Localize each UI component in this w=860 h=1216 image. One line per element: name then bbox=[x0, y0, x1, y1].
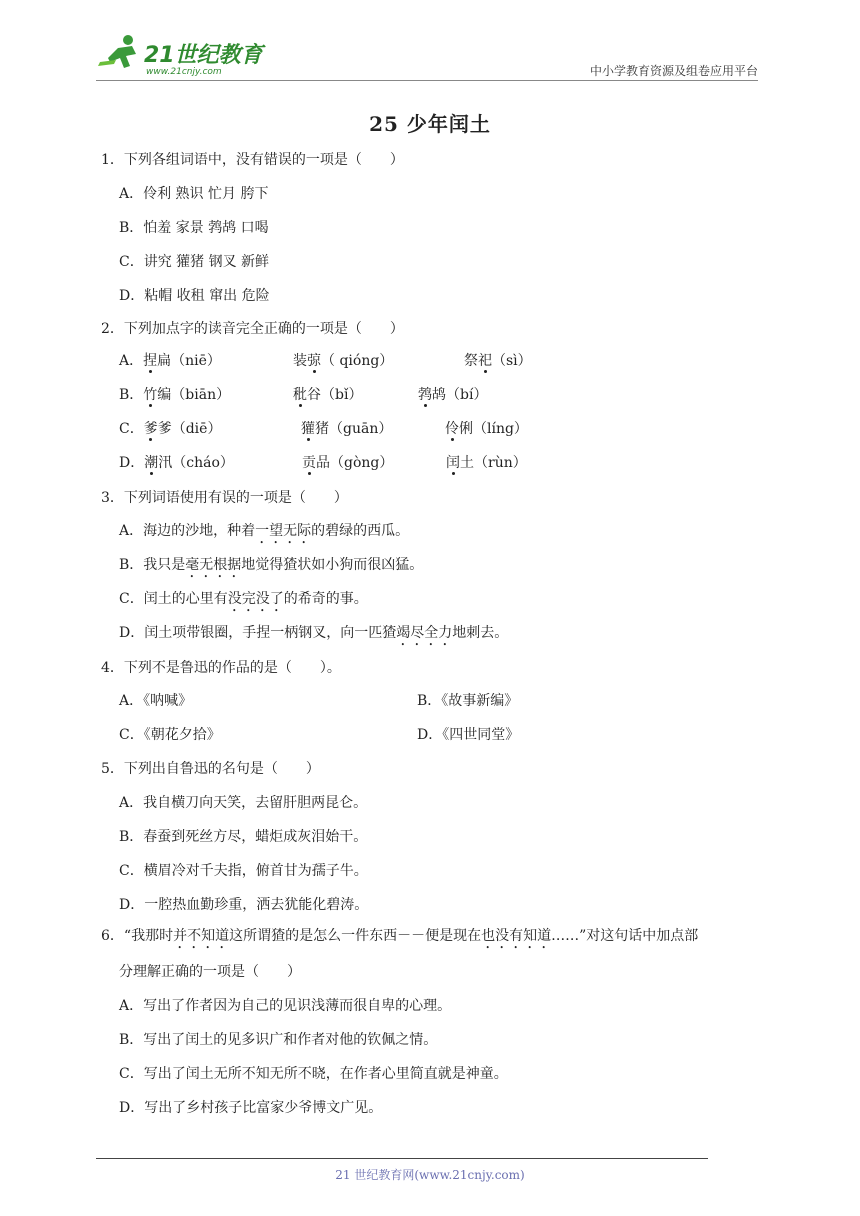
question-1-option-b: B．怕羞 家景 鹁鸪 口喝 bbox=[119, 220, 269, 236]
footer-divider bbox=[96, 1158, 708, 1159]
question-1-stem: 1．下列各组词语中，没有错误的一项是（ ） bbox=[101, 152, 404, 168]
dotted-phrase: 并不知道 bbox=[173, 928, 230, 944]
question-4-option-b: B．《故事新编》 bbox=[417, 693, 519, 709]
question-5-option-a: A．我自横刀向天笑，去留肝胆两昆仑。 bbox=[119, 795, 368, 811]
question-6-stem: 6．“我那时并不知道这所谓猹的是怎么一件东西－－便是现在也没有知道……”对这句话中加点部 bbox=[101, 928, 699, 944]
question-2-option-d-item-2: 贡品（gòng） bbox=[302, 455, 394, 471]
question-2-option-b: B．竹编（biān） bbox=[119, 387, 231, 403]
question-5-option-b: B．春蚕到死丝方尽，蜡炬成灰泪始干。 bbox=[119, 829, 368, 845]
question-1-option-d: D．粘帽 收租 窜出 危险 bbox=[119, 288, 270, 304]
question-6-option-b: B．写出了闰土的见多识广和作者对他的钦佩之情。 bbox=[119, 1032, 438, 1048]
dotted-phrase: 竭尽全力 bbox=[396, 625, 453, 641]
question-3-option-c: C．闰土的心里有没完没了的希奇的事。 bbox=[119, 591, 368, 607]
question-6-option-c: C．写出了闰土无所不知无所不晓，在作者心里简直就是神童。 bbox=[119, 1066, 508, 1082]
footer-text: 21 世纪教育网(www.21cnjy.com) bbox=[335, 1168, 525, 1182]
question-4-option-c: C．《朝花夕拾》 bbox=[119, 727, 221, 743]
question-2-option-a-item-3: 祭祀（sì） bbox=[464, 353, 532, 369]
question-6-stem-line-2: 分理解正确的一项是（ ） bbox=[119, 964, 301, 980]
site-slogan: 中小学教育资源及组卷应用平台 bbox=[589, 64, 758, 78]
question-2-option-a: A．捏扁（niē） bbox=[119, 353, 221, 369]
question-5-stem: 5．下列出自鲁迅的名句是（ ） bbox=[101, 761, 320, 777]
question-2-option-d: D．潮汛（cháo） bbox=[119, 455, 234, 471]
dotted-phrase: 毫无根据 bbox=[185, 557, 242, 573]
question-2-option-b-item-3: 鹁鸪（bí） bbox=[418, 387, 488, 403]
question-4-stem: 4．下列不是鲁迅的作品的是（ ）。 bbox=[101, 660, 341, 676]
svg-text:www.21cnjy.com: www.21cnjy.com bbox=[146, 67, 222, 77]
21cnjy-logo bbox=[96, 32, 266, 78]
question-3-stem: 3．下列词语使用有误的一项是（ ） bbox=[101, 490, 348, 506]
page-header bbox=[96, 32, 758, 80]
question-6-option-a: A．写出了作者因为自己的见识浅薄而很自卑的心理。 bbox=[119, 998, 452, 1014]
question-2-option-c-item-2: 獾猪（guān） bbox=[301, 421, 393, 437]
question-5-option-c: C．横眉冷对千夫指，俯首甘为孺子牛。 bbox=[119, 863, 368, 879]
question-3-option-b: B．我只是毫无根据地觉得猹状如小狗而很凶猛。 bbox=[119, 557, 424, 573]
question-2-option-c: C．爹爹（diē） bbox=[119, 421, 222, 437]
page-title: 25 少年闰土 bbox=[369, 112, 491, 136]
question-6-option-d: D．写出了乡村孩子比富家少爷博文广见。 bbox=[119, 1100, 383, 1116]
question-2-option-d-item-3: 闰土（rùn） bbox=[446, 455, 527, 471]
question-4-option-a: A．《呐喊》 bbox=[119, 693, 193, 709]
dotted-phrase: 也没有知道 bbox=[481, 928, 552, 944]
question-1-option-a: A．伶利 熟识 忙月 胯下 bbox=[119, 186, 269, 202]
question-3-option-a: A．海边的沙地，种着一望无际的碧绿的西瓜。 bbox=[119, 523, 410, 539]
question-2-stem: 2．下列加点字的读音完全正确的一项是（ ） bbox=[101, 321, 404, 337]
question-2-option-a-item-2: 装弶（ qióng） bbox=[293, 353, 394, 369]
header-divider bbox=[96, 80, 758, 81]
dotted-phrase: 没完没了 bbox=[227, 591, 284, 607]
question-4-option-d: D．《四世同堂》 bbox=[417, 727, 520, 743]
question-1-option-c: C．讲究 獾猪 钢叉 新鲜 bbox=[119, 254, 270, 270]
question-2-option-b-item-2: 秕谷（bǐ） bbox=[293, 387, 363, 403]
question-3-option-d: D．闰土项带银圈，手捏一柄钢叉，向一匹猹竭尽全力地刺去。 bbox=[119, 625, 509, 641]
dotted-phrase: 一望无际 bbox=[255, 523, 312, 539]
question-2-option-c-item-3: 伶俐（líng） bbox=[445, 421, 528, 437]
svg-text:21世纪教育: 21世纪教育 bbox=[144, 43, 263, 68]
question-5-option-d: D．一腔热血勤珍重，洒去犹能化碧涛。 bbox=[119, 897, 369, 913]
